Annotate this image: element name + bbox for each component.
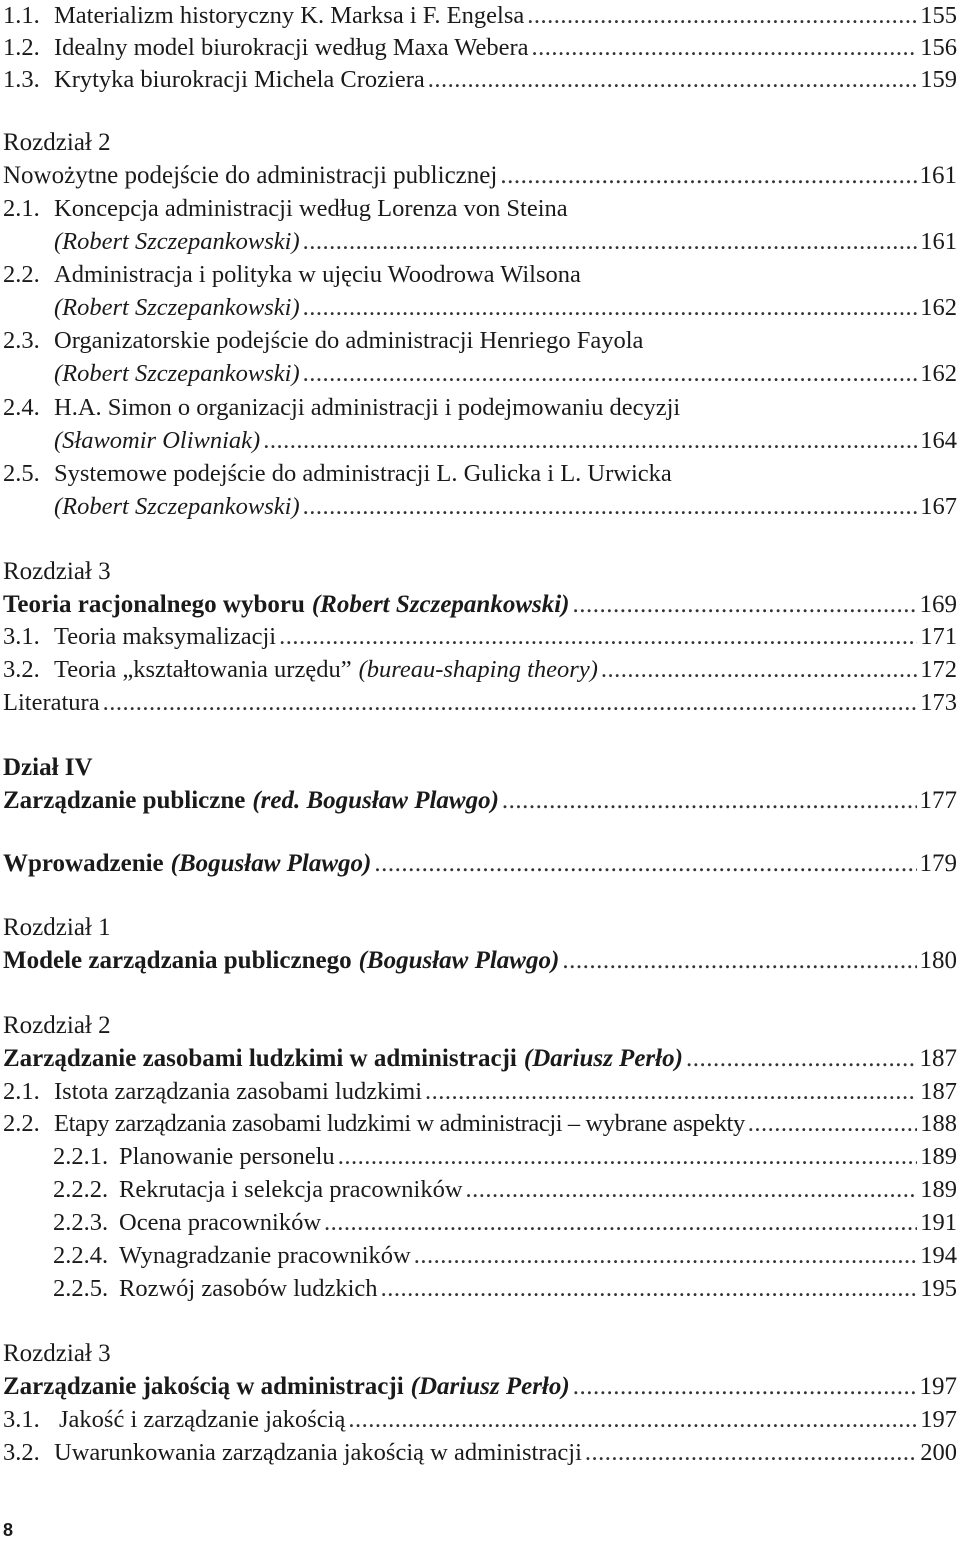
entry-number: 1.3. (3, 66, 40, 93)
dot-leader (601, 654, 917, 686)
toc-entry[interactable] (3, 64, 957, 96)
chapter-title: Teoria racjonalnego wyboru (3, 591, 305, 618)
entry-title: Uwarunkowania zarządzania jakością w administracji (54, 1439, 582, 1466)
entry-title: Wynagradzanie pracowników (119, 1242, 411, 1269)
entry-page: 162 (920, 360, 957, 387)
entry-title: Koncepcja administracji według Lorenza von Steina (54, 195, 568, 222)
entry-number: 2.2.1. (53, 1143, 109, 1170)
entry-title: Jakość i zarządzanie jakością (59, 1406, 346, 1433)
entry-number: 1.2. (3, 34, 40, 61)
toc-entry-author[interactable] (3, 491, 957, 523)
entry-page: 172 (920, 656, 957, 683)
entry-number: 2.2.4. (53, 1242, 109, 1269)
chapter-label: Rozdział 3 (3, 558, 111, 585)
entry-number: 3.2. (3, 656, 40, 683)
entry-author: (Robert Szczepankowski) (54, 294, 300, 321)
entry-author: (Sławomir Oliwniak) (54, 427, 261, 454)
dot-leader (428, 64, 917, 96)
entry-page: 177 (919, 787, 957, 814)
dot-leader (303, 358, 918, 390)
toc-entry[interactable] (3, 193, 957, 225)
entry-number: 3.1. (3, 1406, 40, 1433)
entry-number: 2.5. (3, 460, 40, 487)
chapter-label: Rozdział 1 (3, 914, 111, 941)
entry-page: 161 (920, 228, 957, 255)
entry-page: 197 (920, 1406, 957, 1433)
toc-entry[interactable] (3, 654, 957, 686)
part-label: Dział IV (3, 754, 93, 781)
intro-entry[interactable] (3, 848, 957, 880)
toc-subentry[interactable] (53, 1141, 957, 1173)
toc-entry-author[interactable] (3, 292, 957, 324)
chapter-label: Rozdział 2 (3, 1012, 111, 1039)
entry-title: Teoria „kształtowania urzędu” (54, 656, 352, 683)
toc-entry[interactable] (3, 0, 957, 32)
toc-entry[interactable] (3, 621, 957, 653)
dot-leader (466, 1174, 918, 1206)
entry-number: 1.1. (3, 2, 40, 29)
dot-leader (562, 945, 916, 977)
dot-leader (103, 687, 918, 719)
entry-title: Rozwój zasobów ludzkich (119, 1275, 378, 1302)
part-editor: (red. Bogusław Plawgo) (252, 787, 499, 814)
entry-page: 159 (920, 66, 957, 93)
chapter-entry[interactable] (3, 589, 957, 621)
entry-page: 179 (919, 850, 957, 877)
dot-leader (425, 1076, 917, 1108)
dot-leader (502, 785, 917, 817)
entry-page: 162 (920, 294, 957, 321)
entry-title: Idealny model biurokracji według Maxa Webera (54, 34, 529, 61)
dot-leader (303, 226, 918, 258)
dot-leader (585, 1437, 917, 1469)
dot-leader (414, 1240, 918, 1272)
entry-page: 195 (920, 1275, 957, 1302)
dot-leader (527, 0, 917, 32)
entry-page: 171 (920, 623, 957, 650)
toc-entry[interactable] (3, 259, 957, 291)
entry-title: Planowanie personelu (119, 1143, 335, 1170)
entry-title: Systemowe podejście do administracji L. Gulicka i L. Urwicka (54, 460, 672, 487)
toc-subentry[interactable] (53, 1174, 957, 1206)
dot-leader (748, 1108, 917, 1140)
entry-title-english: (bureau-shaping theory) (358, 656, 598, 683)
entry-title: Materializm historyczny K. Marksa i F. Engelsa (54, 2, 525, 29)
toc-entry[interactable] (3, 1076, 957, 1108)
entry-title: Istota zarządzania zasobami ludzkimi (54, 1078, 423, 1105)
entry-title: H.A. Simon o organizacji administracji i podejmowaniu decyzji (54, 394, 681, 421)
dot-leader (324, 1207, 917, 1239)
entry-number: 2.3. (3, 327, 40, 354)
chapter-entry[interactable] (3, 1371, 957, 1403)
page-number: 8 (3, 1520, 14, 1540)
chapter-title: Zarządzanie jakością w administracji (3, 1373, 404, 1400)
entry-number: 2.2.5. (53, 1275, 109, 1302)
entry-number: 2.2.3. (53, 1209, 109, 1236)
entry-author: (Robert Szczepankowski) (54, 360, 300, 387)
entry-number: 3.2. (3, 1439, 40, 1466)
intro-author: (Bogusław Plawgo) (170, 850, 372, 877)
entry-page: 173 (920, 689, 957, 716)
dot-leader (348, 1404, 917, 1436)
toc-entry-author[interactable] (3, 226, 957, 258)
chapter-entry[interactable] (3, 160, 957, 192)
toc-entry-author[interactable] (3, 358, 957, 390)
entry-page: 169 (919, 591, 957, 618)
entry-page: 200 (920, 1439, 957, 1466)
entry-number: 3.1. (3, 623, 40, 650)
entry-page: 167 (920, 493, 957, 520)
entry-number: 2.2. (3, 261, 40, 288)
chapter-author: (Dariusz Perło) (410, 1373, 570, 1400)
chapter-title: Zarządzanie zasobami ludzkimi w administracji (3, 1045, 517, 1072)
dot-leader (573, 1371, 917, 1403)
entry-title: Krytyka biurokracji Michela Croziera (54, 66, 425, 93)
entry-number: 2.4. (3, 394, 40, 421)
intro-title: Wprowadzenie (3, 850, 164, 877)
chapter-author: (Dariusz Perło) (523, 1045, 683, 1072)
toc-entry[interactable] (3, 325, 957, 357)
dot-leader (500, 160, 916, 192)
dot-leader (573, 589, 917, 621)
part-entry[interactable] (3, 785, 957, 817)
toc-subentry[interactable] (53, 1273, 957, 1305)
entry-author: (Robert Szczepankowski) (54, 228, 300, 255)
toc-subentry[interactable] (53, 1240, 957, 1272)
chapter-author: (Robert Szczepankowski) (311, 591, 570, 618)
entry-page: 164 (920, 427, 957, 454)
chapter-entry[interactable] (3, 945, 957, 977)
entry-title: Organizatorskie podejście do administracji Henriego Fayola (54, 327, 644, 354)
entry-title: Administracja i polityka w ujęciu Woodrowa Wilsona (54, 261, 581, 288)
entry-page: 197 (919, 1373, 957, 1400)
dot-leader (303, 491, 918, 523)
toc-subentry[interactable] (53, 1207, 957, 1239)
entry-page: 156 (920, 34, 957, 61)
chapter-entry[interactable] (3, 1043, 957, 1075)
dot-leader (263, 425, 917, 457)
toc-entry[interactable] (3, 32, 957, 64)
chapter-title: Modele zarządzania publicznego (3, 947, 352, 974)
entry-number: 2.2. (3, 1110, 40, 1137)
toc-entry[interactable] (3, 687, 957, 719)
dot-leader (279, 621, 917, 653)
entry-page: 194 (920, 1242, 957, 1269)
dot-leader (374, 848, 916, 880)
dot-leader (381, 1273, 918, 1305)
toc-entry[interactable] (3, 458, 957, 490)
entry-title: Teoria maksymalizacji (54, 623, 277, 650)
entry-page: 161 (919, 162, 957, 189)
entry-title: Ocena pracowników (119, 1209, 322, 1236)
entry-title: Rekrutacja i selekcja pracowników (119, 1176, 463, 1203)
entry-page: 155 (920, 2, 957, 29)
toc-entry[interactable] (3, 1404, 957, 1436)
toc-entry-author[interactable] (3, 425, 957, 457)
entry-author: (Robert Szczepankowski) (54, 493, 300, 520)
entry-number: 2.2.2. (53, 1176, 109, 1203)
toc-entry[interactable] (3, 1108, 957, 1140)
part-title: Zarządzanie publiczne (3, 787, 246, 814)
chapter-title: Nowożytne podejście do administracji publicznej (3, 162, 498, 189)
entry-number: 2.1. (3, 195, 40, 222)
entry-page: 187 (920, 1078, 957, 1105)
dot-leader (303, 292, 918, 324)
entry-page: 191 (920, 1209, 957, 1236)
chapter-author: (Bogusław Plawgo) (358, 947, 560, 974)
dot-leader (686, 1043, 917, 1075)
entry-page: 187 (919, 1045, 957, 1072)
entry-page: 189 (920, 1176, 957, 1203)
toc-entry[interactable] (3, 392, 957, 424)
entry-page: 180 (919, 947, 957, 974)
chapter-label: Rozdział 3 (3, 1340, 111, 1367)
entry-page: 188 (920, 1110, 957, 1137)
entry-number: 2.1. (3, 1078, 40, 1105)
toc-entry[interactable] (3, 1437, 957, 1469)
entry-title: Literatura (3, 689, 100, 716)
chapter-label: Rozdział 2 (3, 129, 111, 156)
entry-title: Etapy zarządzania zasobami ludzkimi w administracji – wybrane aspekty (54, 1110, 745, 1137)
dot-leader (338, 1141, 918, 1173)
entry-page: 189 (920, 1143, 957, 1170)
dot-leader (531, 32, 917, 64)
